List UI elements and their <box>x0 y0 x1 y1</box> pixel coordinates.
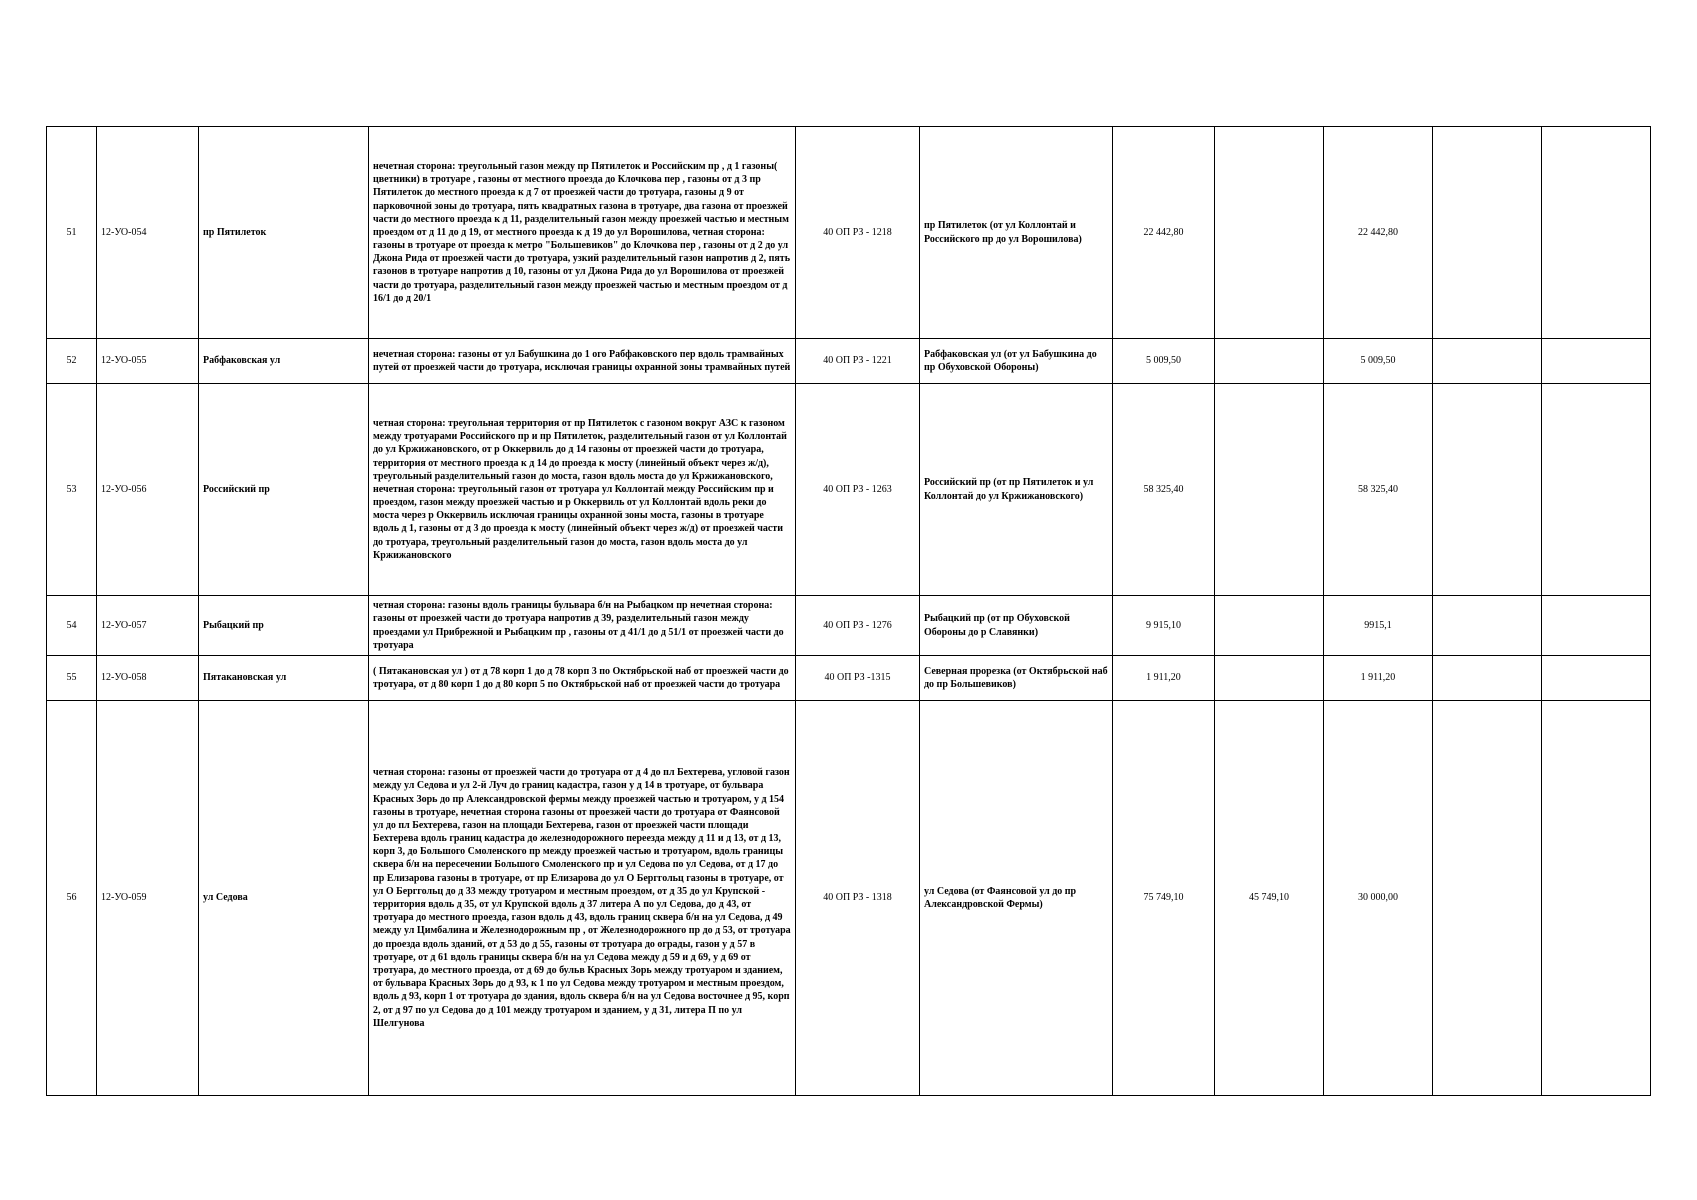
total-area: 58 325,40 <box>1113 384 1215 596</box>
empty-cell <box>1433 339 1542 384</box>
partial-area <box>1215 656 1324 701</box>
object-name: Рыбацкий пр <box>199 596 369 656</box>
road-section: Рабфаковская ул (от ул Бабушкина до пр Обуховской Обороны) <box>920 339 1113 384</box>
object-name: пр Пятилеток <box>199 127 369 339</box>
registry-number: 40 ОП РЗ - 1318 <box>796 701 920 1096</box>
row-number: 56 <box>47 701 97 1096</box>
object-code: 12-УО-057 <box>97 596 199 656</box>
registry-number: 40 ОП РЗ - 1221 <box>796 339 920 384</box>
table-row <box>47 339 1651 384</box>
row-number: 55 <box>47 656 97 701</box>
empty-cell <box>1433 127 1542 339</box>
object-name: Рабфаковская ул <box>199 339 369 384</box>
partial-area <box>1215 596 1324 656</box>
road-section: Северная прорезка (от Октябрьской наб до пр Большевиков) <box>920 656 1113 701</box>
area-description: четная сторона: треугольная территория от пр Пятилеток с газоном вокруг АЗС к газоном между тротуарами Российского пр и пр Пятилеток, разделительный газон от ул Коллонтай до ул Кржижановского, от р Оккервиль до д 14 газоны от проезжей части до тротуара, территория от местного проезда к д 14 до проезда к мосту (линейный объект через ж/д), треугольный разделительный газон до моста, газон вдоль моста до ул Кржижановского, нечетная сторона: треугольный газон от тротуара ул Коллонтай между Российским пр и проездом, газон между проезжей частью и р Оккервиль от ул Коллонтай вдоль реки до моста через р Оккервиль исключая границы охранной зоны моста, газоны в тротуаре вдоль д 1, газоны от д 3 до проезда к мосту (линейный объект через ж/д) от проезжей части до тротуара, треугольный разделительный газон до моста, газон вдоль моста до ул Кржижановского <box>369 384 796 596</box>
total-area: 1 911,20 <box>1113 656 1215 701</box>
empty-cell <box>1542 596 1651 656</box>
area-description: четная сторона: газоны вдоль границы бульвара б/н на Рыбацком пр нечетная сторона: газоны от проезжей части до тротуара напротив д 39, разделительный газон между проездами ул Прибрежной и Рыбацким пр , газоны от д 41/1 до д 51/1 от проезжей части до тротуара <box>369 596 796 656</box>
area-description: нечетная сторона: треугольный газон между пр Пятилеток и Российским пр , д 1 газоны( цветники) в тротуаре , газоны от местного проезда до Клочкова пер , газоны от д 3 пр Пятилеток до местного проезда к д 7 от проезжей части до тротуара, газоны д 9 от парковочной зоны до тротуара, пять квадратных газона в тротуаре, два газона от проезжей части до местного проезда к д 11, разделительный газон между проезжей частью и местным проездом от д 11 до д 19, от местного проезда к д 19 до ул Ворошилова, четная сторона: газоны в тротуаре от проезда к метро "Большевиков" до Клочкова пер , газоны от д 2 до ул Джона Рида от проезжей части до тротуара, узкий разделительный газон напротив д 2, пять газонов в тротуаре напротив д 10, газоны от ул Джона Рида до ул Ворошилова от проезжей части до тротуара, разделительный газон между проезжей частью и местным проездом от д 16/1 до д 20/1 <box>369 127 796 339</box>
object-table <box>46 126 1651 1096</box>
empty-cell <box>1542 384 1651 596</box>
empty-cell <box>1542 127 1651 339</box>
empty-cell <box>1542 701 1651 1096</box>
road-section: Российский пр (от пр Пятилеток и ул Коллонтай до ул Кржижановского) <box>920 384 1113 596</box>
row-number: 54 <box>47 596 97 656</box>
remaining-area: 30 000,00 <box>1324 701 1433 1096</box>
object-name: Российский пр <box>199 384 369 596</box>
area-description: ( Пятакановская ул ) от д 78 корп 1 до д 78 корп 3 по Октябрьской наб от проезжей части до тротуара, от д 80 корп 1 до д 80 корп 5 по Октябрьской наб от проезжей части до тротуара <box>369 656 796 701</box>
partial-area <box>1215 384 1324 596</box>
registry-number: 40 ОП РЗ - 1218 <box>796 127 920 339</box>
road-section: ул Седова (от Фаянсовой ул до пр Александровской Фермы) <box>920 701 1113 1096</box>
row-number: 53 <box>47 384 97 596</box>
object-code: 12-УО-056 <box>97 384 199 596</box>
partial-area <box>1215 339 1324 384</box>
total-area: 9 915,10 <box>1113 596 1215 656</box>
object-name: ул Седова <box>199 701 369 1096</box>
object-name: Пятакановская ул <box>199 656 369 701</box>
remaining-area: 9915,1 <box>1324 596 1433 656</box>
road-section: пр Пятилеток (от ул Коллонтай и Российского пр до ул Ворошилова) <box>920 127 1113 339</box>
remaining-area: 1 911,20 <box>1324 656 1433 701</box>
total-area: 75 749,10 <box>1113 701 1215 1096</box>
partial-area <box>1215 127 1324 339</box>
registry-number: 40 ОП РЗ -1315 <box>796 656 920 701</box>
area-description: нечетная сторона: газоны от ул Бабушкина до 1 ого Рабфаковского пер вдоль трамвайных путей от проезжей части до тротуара, исключая границы охранной зоны трамвайных путей <box>369 339 796 384</box>
empty-cell <box>1433 656 1542 701</box>
road-section: Рыбацкий пр (от пр Обуховской Обороны до р Славянки) <box>920 596 1113 656</box>
table-row <box>47 701 1651 1096</box>
table-row <box>47 656 1651 701</box>
total-area: 5 009,50 <box>1113 339 1215 384</box>
remaining-area: 5 009,50 <box>1324 339 1433 384</box>
area-description: четная сторона: газоны от проезжей части до тротуара от д 4 до пл Бехтерева, угловой газон между ул Седова и ул 2-й Луч до границ кадастра, газон у д 14 в тротуаре, от бульвара Красных Зорь до пр Александровской фермы между проезжей частью и тротуаром, у д 154 газоны в тротуаре, нечетная сторона газоны от проезжей части до тротуара от Фаянсовой ул до пл Бехтерева, газон на площади Бехтерева, газон от проезжей части площади Бехтерева вдоль границ кадастра до железнодорожного переезда между д 11 и д 13, от д 13, корп 3, до Большого Смоленского пр между проезжей частью и тротуаром, вдоль границы сквера б/н на пересечении Большого Смоленского пр и ул Седова по ул Седова, от д 17 до пр Елизарова газоны в тротуаре, от пр Елизарова до ул О Берггольц газоны в тротуаре, от ул О Берггольц до д 33 между тротуаром и местным проездом, от д 35 до ул Крупской - территория вдоль д 35, от ул Крупской вдоль д 37 литера А по ул Седова, до д 43, от тротуара до местного проезда, газон вдоль д 43, вдоль границ сквера б/н на ул Седова, д 49 между ул Цимбалина и Железнодорожным пр , от Железнодорожного пр до д 53, от тротуара до проезда вдоль зданий, от д 53 до д 55, газоны от тротуара до ограды, газон у д 57 в тротуаре, от д 61 вдоль границы сквера б/н на ул Седова между д 59 и д 69, у д 69 от тротуара, до местного проезда, от д 69 до бульв Красных Зорь между тротуаром и зданием, от бульвара Красных Зорь до д 93, к 1 по ул Седова между тротуаром и местным проездом, вдоль д 93, корп 1 от тротуара до здания, вдоль сквера б/н на ул Седова восточнее д 95, корп 2, от д 97 по ул Седова до д 101 между тротуаром и зданием, у д 31, литера П по ул Шелгунова <box>369 701 796 1096</box>
row-number: 52 <box>47 339 97 384</box>
registry-number: 40 ОП РЗ - 1263 <box>796 384 920 596</box>
empty-cell <box>1433 701 1542 1096</box>
object-code: 12-УО-058 <box>97 656 199 701</box>
remaining-area: 22 442,80 <box>1324 127 1433 339</box>
registry-number: 40 ОП РЗ - 1276 <box>796 596 920 656</box>
object-code: 12-УО-054 <box>97 127 199 339</box>
empty-cell <box>1433 384 1542 596</box>
remaining-area: 58 325,40 <box>1324 384 1433 596</box>
total-area: 22 442,80 <box>1113 127 1215 339</box>
table-row <box>47 384 1651 596</box>
object-code: 12-УО-059 <box>97 701 199 1096</box>
partial-area: 45 749,10 <box>1215 701 1324 1096</box>
row-number: 51 <box>47 127 97 339</box>
empty-cell <box>1542 656 1651 701</box>
empty-cell <box>1542 339 1651 384</box>
table-row <box>47 596 1651 656</box>
table-row <box>47 127 1651 339</box>
empty-cell <box>1433 596 1542 656</box>
object-code: 12-УО-055 <box>97 339 199 384</box>
